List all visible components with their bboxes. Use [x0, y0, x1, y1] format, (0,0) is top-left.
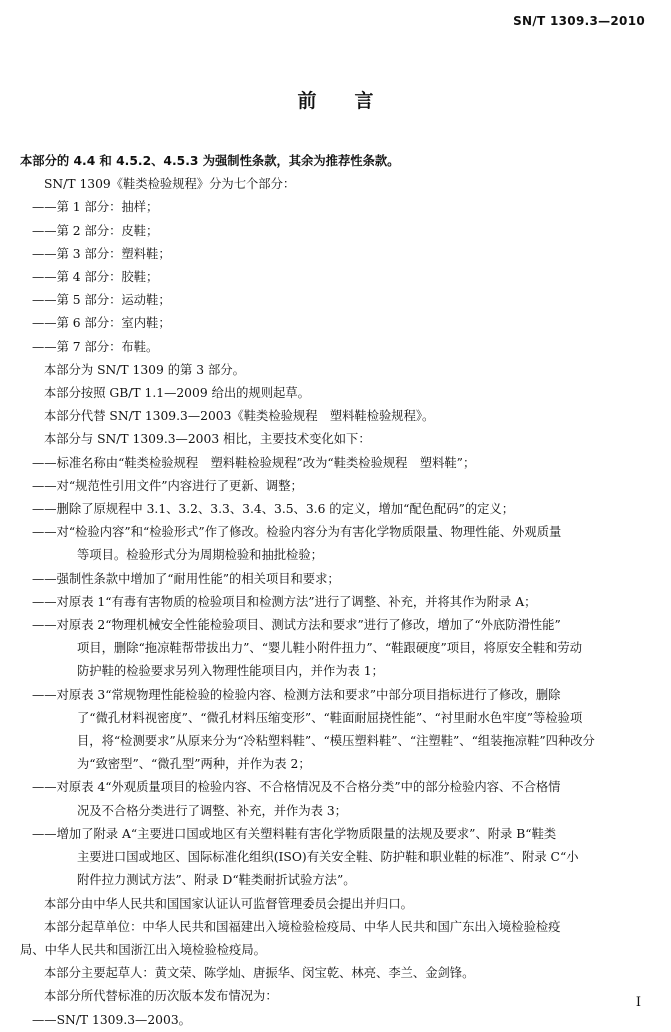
list-item: ——第 5 部分：运动鞋；	[32, 293, 171, 308]
paragraph-line: 本部分主要起草人：黄文荣、陈学灿、唐振华、闵宝乾、林亮、李兰、金剑锋。	[44, 966, 475, 981]
list-item: ——第 3 部分：塑料鞋；	[32, 246, 171, 261]
list-item-continuation: 防护鞋的检验要求另列入物理性能项目内，并作为表 1；	[77, 664, 384, 679]
paragraph-line: 本部分为 SN/T 1309 的第 3 部分。	[44, 362, 245, 377]
page-title: 前言	[297, 90, 412, 112]
paragraph-continuation: 局、中华人民共和国浙江出入境检验检疫局。	[20, 942, 266, 957]
mandatory-clause-statement: 本部分的 4.4 和 4.5.2、4.5.3 为强制性条款，其余为推荐性条款。	[20, 154, 400, 168]
list-item-continuation: 项目，删除“拖凉鞋帮带拔出力”、“婴儿鞋小附件扭力”、“鞋跟硬度”项目，将原安全鞋和劳动	[77, 641, 583, 656]
list-item-continuation: 目，将“检测要求”从原来分为“冷粘塑料鞋”、“模压塑料鞋”、“注塑鞋”、“组装拖凉鞋”四种改分	[77, 734, 595, 749]
list-item: ——对原表 4“外观质量项目的检验内容、不合格情况及不合格分类”中的部分检验内容、不合格情	[32, 780, 561, 795]
list-item: ——SN/T 1309.3—2003。	[32, 1012, 191, 1027]
foreword-body	[20, 150, 660, 1032]
list-item: ——标准名称由“鞋类检验规程 塑料鞋检验规程”改为“鞋类检验规程 塑料鞋”；	[32, 455, 476, 470]
list-item: ——第 4 部分：胶鞋；	[32, 270, 159, 285]
list-item: ——增加了附录 A“主要进口国或地区有关塑料鞋有害化学物质限量的法规及要求”、附录 B“鞋类	[32, 826, 557, 841]
list-item-continuation: 况及不合格分类进行了调整、补充，并作为表 3；	[77, 803, 347, 818]
list-item: ——强制性条款中增加了“耐用性能”的相关项目和要求；	[32, 571, 340, 586]
list-item: ——对原表 1“有毒有害物质的检验项目和检测方法”进行了调整、补充，并将其作为附录 A；	[32, 594, 537, 609]
standard-number: SN/T 1309.3—2010	[513, 14, 645, 28]
paragraph-line: 本部分代替 SN/T 1309.3—2003《鞋类检验规程 塑料鞋检验规程》。	[44, 409, 435, 424]
list-item: ——对“规范性引用文件”内容进行了更新、调整；	[32, 478, 303, 493]
paragraph-line: 本部分由中华人民共和国国家认证认可监督管理委员会提出并归口。	[44, 896, 413, 911]
list-item-continuation: 附件拉力测试方法”、附录 D“鞋类耐折试验方法”。	[77, 873, 356, 888]
list-item-continuation: 为“致密型”、“微孔型”两种，并作为表 2；	[77, 757, 311, 772]
paragraph-line: SN/T 1309《鞋类检验规程》分为七个部分：	[44, 177, 296, 192]
paragraph-line: 本部分按照 GB/T 1.1—2009 给出的规则起草。	[44, 386, 310, 401]
list-item: ——对原表 2“物理机械安全性能检验项目、测试方法和要求”进行了修改，增加了“外底防滑性能”	[32, 618, 561, 633]
paragraph-line: 本部分起草单位：中华人民共和国福建出入境检验检疫局、中华人民共和国广东出入境检验检疫	[44, 919, 561, 934]
list-item: ——对原表 3“常规物理性能检验的检验内容、检测方法和要求”中部分项目指标进行了修改，删除	[32, 687, 561, 702]
list-item-continuation: 等项目。检验形式分为周期检验和抽批检验；	[77, 548, 323, 563]
list-item: ——第 7 部分：布鞋。	[32, 339, 159, 354]
paragraph-line: 本部分与 SN/T 1309.3—2003 相比，主要技术变化如下：	[44, 432, 371, 447]
paragraph-line: 本部分所代替标准的历次版本发布情况为：	[44, 989, 278, 1004]
list-item: ——第 6 部分：室内鞋；	[32, 316, 171, 331]
list-item: ——删除了原规程中 3.1、3.2、3.3、3.4、3.5、3.6 的定义，增加“配色配码”的定义；	[32, 502, 515, 517]
list-item: ——第 1 部分：抽样；	[32, 200, 159, 215]
list-item-continuation: 了“微孔材料视密度”、“微孔材料压缩变形”、“鞋面耐屈挠性能”、“衬里耐水色牢度”等检验项	[77, 710, 583, 725]
list-item: ——对“检验内容”和“检验形式”作了修改。检验内容分为有害化学物质限量、物理性能、外观质量	[32, 525, 562, 540]
list-item-continuation: 主要进口国或地区、国际标准化组织(ISO)有关安全鞋、防护鞋和职业鞋的标准”、附录 C“小	[77, 850, 579, 865]
page-number: I	[635, 995, 641, 1010]
list-item: ——第 2 部分：皮鞋；	[32, 223, 159, 238]
